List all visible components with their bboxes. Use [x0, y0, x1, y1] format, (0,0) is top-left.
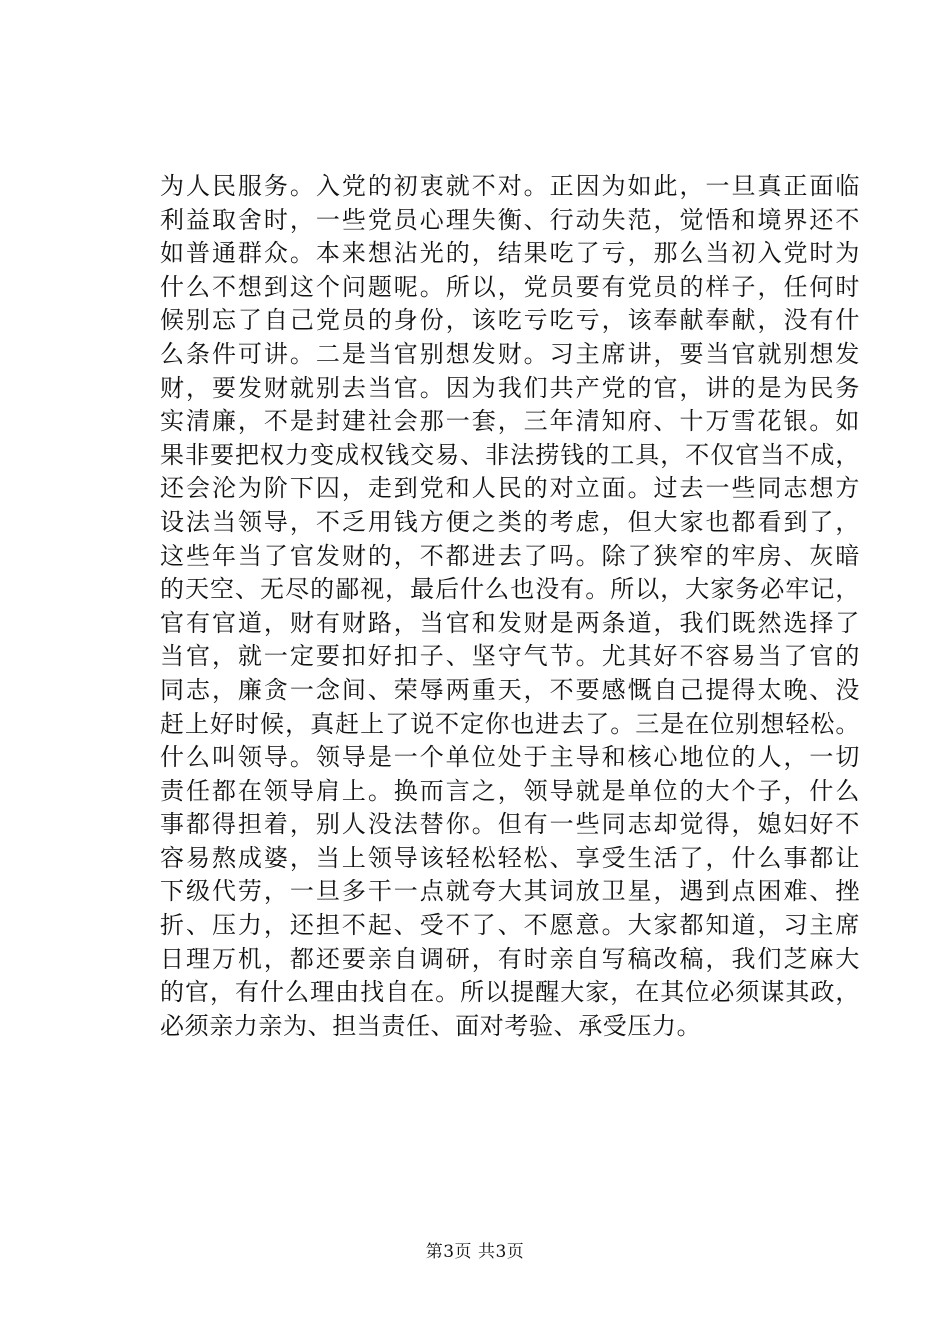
text-line: 容易熬成婆，当上领导该轻松轻松、享受生活了，什么事都让 — [160, 843, 860, 872]
text-line: 还会沦为阶下囚，走到党和人民的对立面。过去一些同志想方 — [160, 474, 860, 503]
text-line-last: 必须亲力亲为、担当责任、面对考验、承受压力。 — [160, 1011, 702, 1040]
text-line: 折、压力，还担不起、受不了、不愿意。大家都知道，习主席 — [160, 911, 860, 940]
text-line: 日理万机，都还要亲自调研，有时亲自写稿改稿，我们芝麻大 — [160, 944, 860, 973]
text-line: 如普通群众。本来想沾光的，结果吃了亏，那么当初入党时为 — [160, 239, 860, 268]
text-line: 为人民服务。入党的初衷就不对。正因为如此，一旦真正面临 — [160, 172, 860, 200]
text-line: 当官，就一定要扣好扣子、坚守气节。尤其好不容易当了官的 — [160, 642, 860, 671]
text-line: 的天空、无尽的鄙视，最后什么也没有。所以，大家务必牢记， — [160, 575, 860, 604]
text-line: 赶上好时候，真赶上了说不定你也进去了。三是在位别想轻松。 — [160, 709, 860, 738]
text-line: 实清廉，不是封建社会那一套，三年清知府、十万雪花银。如 — [160, 407, 860, 436]
text-line: 什么叫领导。领导是一个单位处于主导和核心地位的人，一切 — [160, 743, 860, 772]
text-line: 候别忘了自己党员的身份，该吃亏吃亏，该奉献奉献，没有什 — [160, 306, 860, 335]
text-line: 事都得担着，别人没法替你。但有一些同志却觉得，媳妇好不 — [160, 810, 860, 839]
text-line: 设法当领导，不乏用钱方便之类的考虑，但大家也都看到了， — [160, 507, 860, 536]
text-line: 这些年当了官发财的，不都进去了吗。除了狭窄的牢房、灰暗 — [160, 541, 860, 570]
text-line: 果非要把权力变成权钱交易、非法捞钱的工具，不仅官当不成， — [160, 440, 860, 469]
text-line: 责任都在领导肩上。换而言之，领导就是单位的大个子，什么 — [160, 776, 860, 805]
text-line: 官有官道，财有财路，当官和发财是两条道，我们既然选择了 — [160, 608, 860, 637]
text-line: 利益取舍时，一些党员心理失衡、行动失范，觉悟和境界还不 — [160, 205, 860, 234]
page-number-footer: 第3页 共3页 — [425, 1242, 525, 1262]
text-line: 的官，有什么理由找自在。所以提醒大家，在其位必须谋其政， — [160, 978, 860, 1007]
text-line: 同志，廉贪一念间、荣辱两重天，不要感慨自己提得太晚、没 — [160, 675, 860, 704]
text-line: 下级代劳，一旦多干一点就夸大其词放卫星，遇到点困难、挫 — [160, 877, 860, 906]
text-line: 么条件可讲。二是当官别想发财。习主席讲，要当官就别想发 — [160, 339, 860, 368]
body-paragraph — [160, 170, 860, 1043]
text-line: 财，要发财就别去当官。因为我们共产党的官，讲的是为民务 — [160, 373, 860, 402]
text-line: 什么不想到这个问题呢。所以，党员要有党员的样子，任何时 — [160, 272, 860, 301]
